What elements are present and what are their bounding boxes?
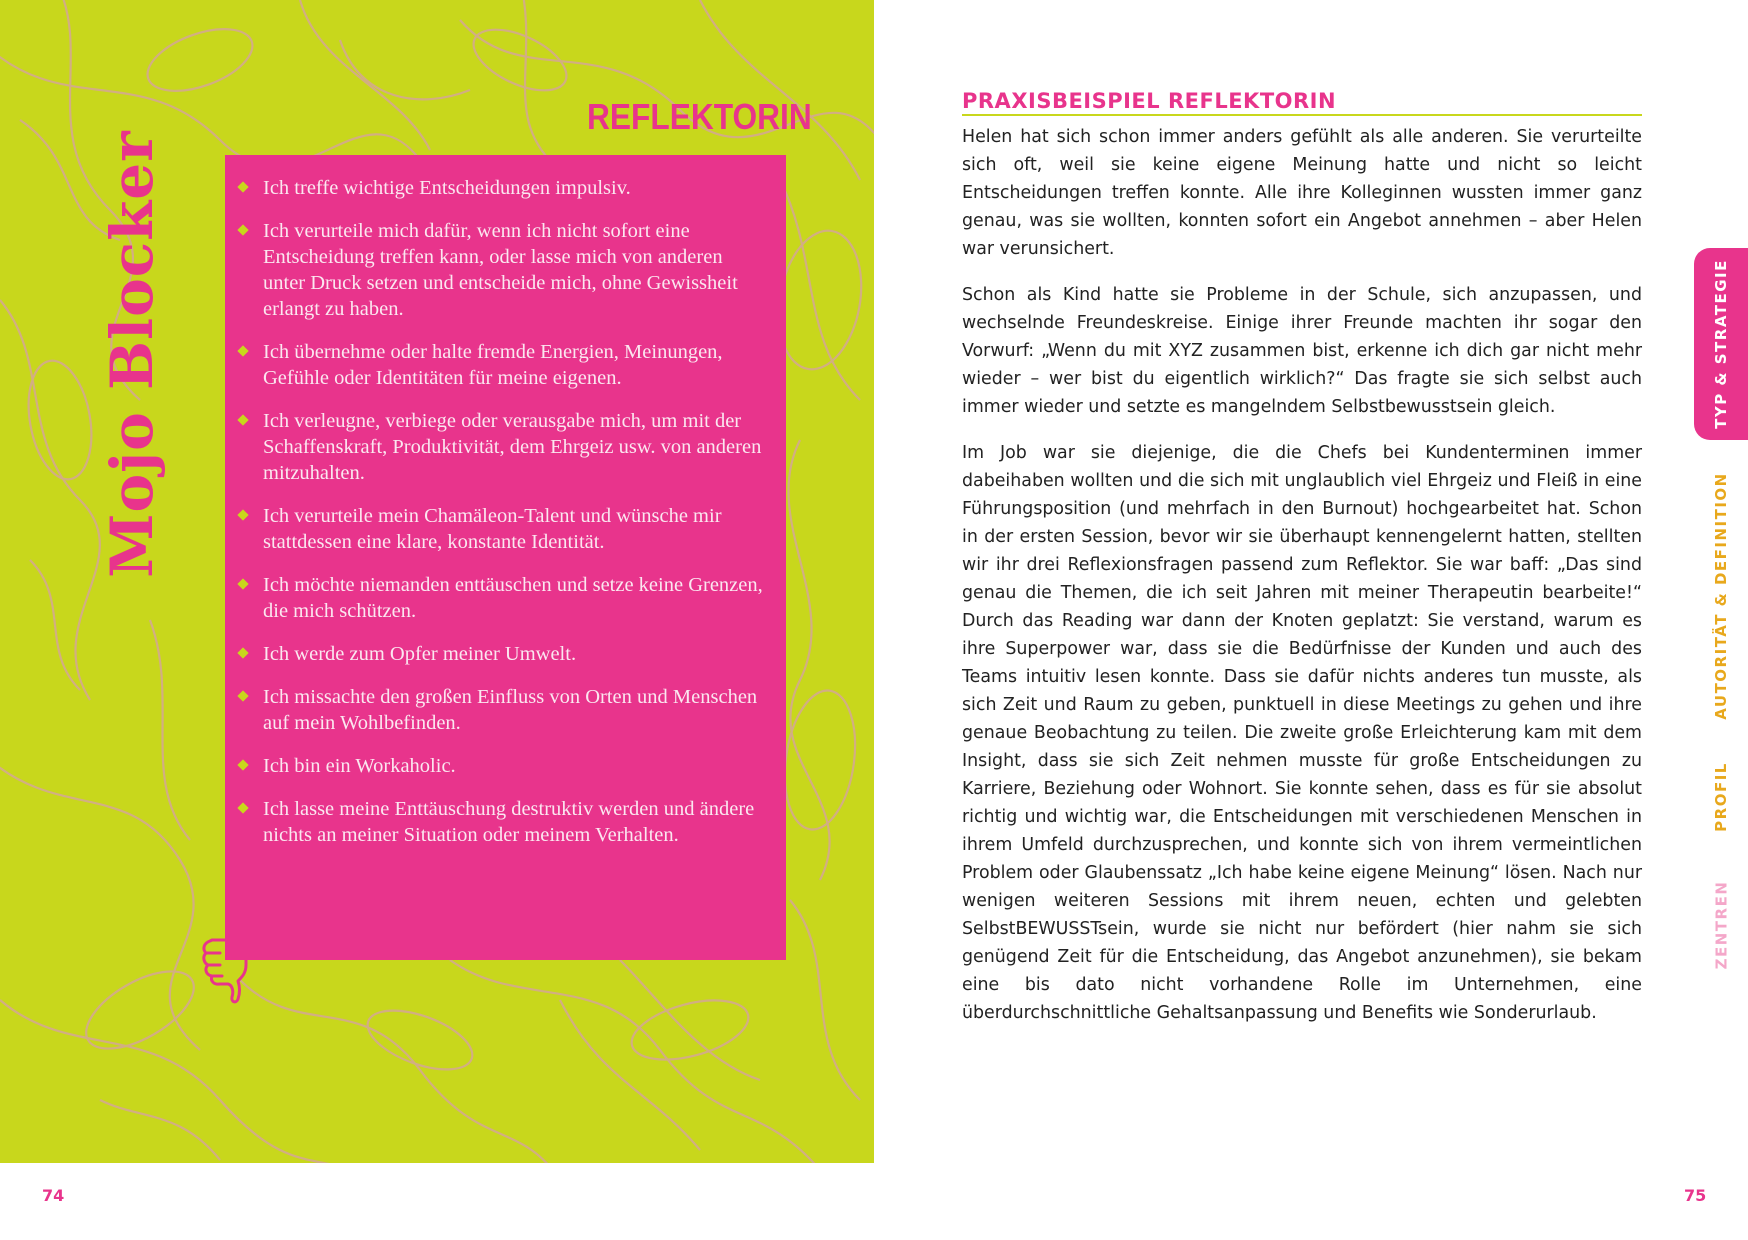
list-item: Ich möchte niemanden enttäuschen und setze keine Grenzen, die mich schützen. bbox=[263, 572, 766, 624]
list-item: Ich lasse meine Enttäuschung destruktiv werden und ändere nichts an meiner Situation oder meinem Verhalten. bbox=[263, 796, 766, 848]
diamond-bullet-icon bbox=[237, 414, 248, 425]
box-title: REFLEKTORIN bbox=[587, 96, 812, 137]
left-page bbox=[0, 0, 874, 1163]
list-item: Ich verurteile mich dafür, wenn ich nicht sofort eine Entscheidung treffen kann, oder lasse mich von anderen unter Druck setzen und entscheide mich, ohne Gewissheit erlangt zu haben. bbox=[263, 218, 766, 322]
page-number-left: 74 bbox=[42, 1186, 65, 1205]
diamond-bullet-icon bbox=[237, 181, 248, 192]
list-item: Ich bin ein Workaholic. bbox=[263, 753, 766, 779]
blocker-list bbox=[225, 155, 786, 848]
list-item: Ich übernehme oder halte fremde Energien, Meinungen, Gefühle oder Identitäten für meine eigenen. bbox=[263, 339, 766, 391]
list-item: Ich werde zum Opfer meiner Umwelt. bbox=[263, 641, 766, 667]
paragraph: Im Job war sie diejenige, die die Chefs bei Kundenterminen immer dabeihaben wollten und die sich mit unglaublich viel Ehrgeiz und Fleiß in eine Führungsposition (und mehrfach in den Burnout) hochgearbeitet hat. Schon in der ersten Session, bevor wir sie überhaupt kennengelernt hatten, stellten wir ihr drei Reflexionsfragen passend zum Reflektor. Sie war baff: „Das sind genau die Themen, die ich seit Jahren mit meiner Therapeutin bearbeite!“ Durch das Reading war dann der Knoten geplatzt: Sie verstand, warum es ihre Superpower war, dass sie die Bedürfnisse der Kunden und auch des Teams intuitiv lesen konnte. Dass sie dafür nichts anderes tun musste, als sich Zeit und Raum zu geben, punktuell in diese Meetings zu gehen und ihre genaue Beobachtung zu teilen. Die zweite große Erleichterung kam mit dem Insight, dass sie sich Zeit nehmen musste für große Entscheidungen zu Karriere, Beziehung oder Wohnort. Sie konnte sehen, dass es für sie absolut richtig und wichtig war, die Entscheidungen mit verschiedenen Menschen in ihrem Umfeld durchzusprechen, und konnte sich von ihrem vermeintlichen Problem oder Glaubenssatz „Ich habe keine eigene Meinung“ lösen. Nach nur wenigen weiteren Sessions mit ihrem neuen, echten und gelebten SelbstBEWUSSTsein, wurde sie nicht nur befördert (hier nahm sie sich genügend Zeit für die Entscheidung, das Angebot anzunehmen), sie bekam eine bis dato nicht vorhandene Rolle im Unternehmen, eine überdurchschnittliche Gehaltsanpassung und Benefits wie Sonderurlaub. bbox=[962, 443, 1642, 1023]
body-text bbox=[962, 123, 1642, 1045]
paragraph: Schon als Kind hatte sie Probleme in der Schule, sich anzupassen, und wechselnde Freundeskreise. Einige ihrer Freunde machten ihr sogar den Vorwurf: „Wenn du mit XYZ zusammen bist, erkenne ich dich gar nicht mehr wieder – wer bist du eigentlich wirklich?“ Das fragte sie sich selbst auch immer wieder und setzte es mangelndem Selbstbewusstsein gleich. bbox=[962, 285, 1642, 417]
diamond-bullet-icon bbox=[237, 647, 248, 658]
paragraph: Helen hat sich schon immer anders gefühlt als alle anderen. Sie verurteilte sich oft, weil sie keine eigene Meinung hatte und nicht so leicht Entscheidungen treffen konnte. Alle ihre Kolleginnen wussten immer ganz genau, was sie wollten, konnten sofort ein Angebot annehmen – aber Helen war verunsichert. bbox=[962, 127, 1642, 259]
mojo-blocker-title: Mojo Blocker bbox=[98, 130, 166, 578]
diamond-bullet-icon bbox=[237, 578, 248, 589]
tab-zentren[interactable]: ZENTREN bbox=[1712, 880, 1731, 970]
list-item: Ich missachte den großen Einfluss von Orten und Menschen auf mein Wohlbefinden. bbox=[263, 684, 766, 736]
section-heading: PRAXISBEISPIEL REFLEKTORIN bbox=[962, 88, 1642, 116]
thumbs-down-icon bbox=[198, 935, 250, 1007]
diamond-bullet-icon bbox=[237, 224, 248, 235]
tab-profil[interactable]: PROFIL bbox=[1712, 762, 1730, 832]
blocker-box bbox=[225, 155, 786, 960]
list-item: Ich verleugne, verbiege oder verausgabe mich, um mit der Schaffenskraft, Produktivität, dem Ehrgeiz usw. von anderen mitzuhalten. bbox=[263, 408, 766, 486]
list-item: Ich verurteile mein Chamäleon-Talent und wünsche mir stattdessen eine klare, konstante Identität. bbox=[263, 503, 766, 555]
diamond-bullet-icon bbox=[237, 345, 248, 356]
diamond-bullet-icon bbox=[237, 509, 248, 520]
diamond-bullet-icon bbox=[237, 802, 248, 813]
diamond-bullet-icon bbox=[237, 759, 248, 770]
tab-typ-strategie[interactable]: TYP & STRATEGIE bbox=[1694, 248, 1748, 440]
diamond-bullet-icon bbox=[237, 690, 248, 701]
page-number-right: 75 bbox=[1684, 1186, 1707, 1205]
list-item: Ich treffe wichtige Entscheidungen impulsiv. bbox=[263, 175, 766, 201]
tab-autoritaet-definition[interactable]: AUTORITÄT & DEFINITION bbox=[1712, 472, 1730, 720]
